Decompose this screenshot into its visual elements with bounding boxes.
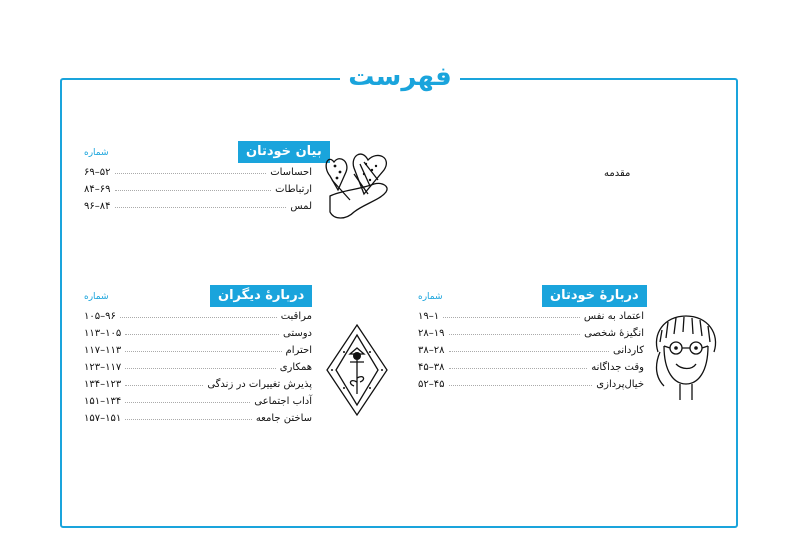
toc-item-pages: ۳۸–۴۵	[418, 362, 445, 373]
toc-row[interactable]	[84, 195, 312, 212]
toc-item-label: وقت جداگانه	[591, 362, 644, 373]
toc-item-pages: ۱–۱۹	[418, 311, 440, 322]
toc-item-label: پذیرش تغییرات در زندگی	[207, 379, 312, 390]
toc-item-pages: ۱۱۳–۱۱۷	[84, 345, 122, 356]
toc-item-label: آداب اجتماعی	[254, 396, 312, 407]
toc-item-label: انگیزهٔ شخصی	[584, 328, 644, 339]
girl-face-icon	[650, 312, 722, 404]
toc-row[interactable]	[84, 356, 312, 373]
toc-row[interactable]	[418, 339, 644, 356]
toc-item-label: کاردانی	[613, 345, 644, 356]
section-title-yourself: دربارهٔ خودتان	[542, 285, 647, 307]
hearts-hand-icon	[324, 150, 394, 230]
section-title-express: بیان خودتان	[238, 141, 330, 163]
toc-item-pages: ۵۲–۶۹	[84, 167, 111, 178]
toc-item-pages: ۶۹–۸۴	[84, 184, 111, 195]
column-label-express: شماره	[84, 148, 109, 158]
column-label-others: شماره	[84, 292, 109, 302]
toc-list-yourself	[418, 305, 644, 390]
toc-item-pages: ۱۲۳–۱۳۴	[84, 379, 122, 390]
toc-item-pages: ۱۵۱–۱۵۷	[84, 413, 122, 424]
toc-row[interactable]	[84, 407, 312, 424]
toc-item-label: دوستی	[282, 328, 312, 339]
toc-item-label: ساختن جامعه	[255, 413, 312, 424]
toc-item-pages: ۹۶–۱۰۵	[84, 311, 116, 322]
toc-item-pages: ۸۴–۹۶	[84, 201, 111, 212]
toc-row[interactable]	[84, 161, 312, 178]
toc-item-pages: ۱۱۷–۱۲۳	[84, 362, 122, 373]
toc-item-pages: ۱۰۵–۱۱۳	[84, 328, 122, 339]
column-label-yourself: شماره	[418, 292, 443, 302]
page-title: فهرست	[340, 60, 460, 94]
toc-list-express	[84, 161, 312, 212]
toc-item-pages: ۴۵–۵۲	[418, 379, 445, 390]
toc-row[interactable]	[418, 373, 644, 390]
toc-row[interactable]	[418, 356, 644, 373]
toc-row[interactable]	[84, 305, 312, 322]
toc-item-label: مراقبت	[280, 311, 312, 322]
toc-item-pages: ۱۳۴–۱۵۱	[84, 396, 122, 407]
toc-item-label: احترام	[285, 345, 312, 356]
toc-item-label: اعتماد به نفس	[583, 311, 644, 322]
section-title-others: دربارهٔ دیگران	[210, 285, 312, 307]
toc-row[interactable]	[84, 373, 312, 390]
intro-label: مقدمه	[604, 168, 631, 179]
toc-list-others	[84, 305, 312, 424]
toc-row[interactable]	[418, 322, 644, 339]
toc-row[interactable]	[84, 178, 312, 195]
diamond-flower-icon	[324, 322, 390, 418]
toc-item-label: ارتباطات	[275, 184, 312, 195]
toc-item-pages: ۱۹–۲۸	[418, 328, 445, 339]
toc-item-label: همکاری	[279, 362, 312, 373]
toc-item-label: خیال‌پردازی	[596, 379, 644, 390]
toc-row[interactable]	[84, 322, 312, 339]
toc-row[interactable]	[84, 339, 312, 356]
toc-item-label: احساسات	[270, 167, 312, 178]
toc-row[interactable]	[84, 390, 312, 407]
toc-item-label: لمس	[290, 201, 312, 212]
toc-row[interactable]	[418, 305, 644, 322]
toc-item-pages: ۲۸–۳۸	[418, 345, 445, 356]
